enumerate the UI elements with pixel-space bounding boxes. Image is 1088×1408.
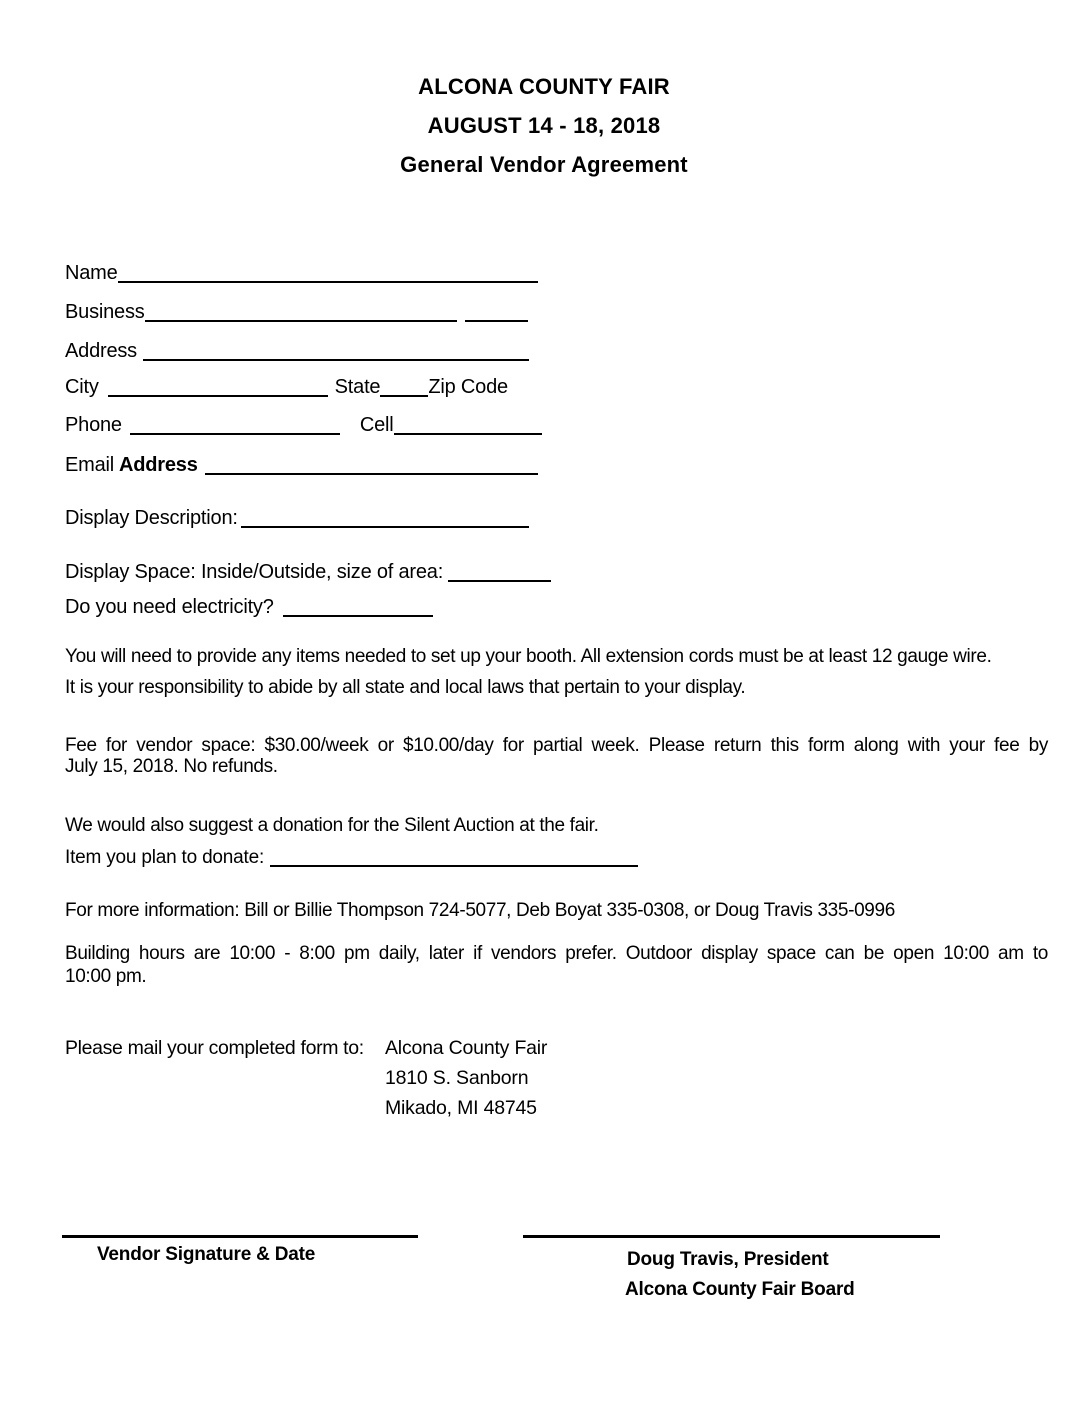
mailing-address-line: Mikado, MI 48745 [385, 1097, 537, 1119]
donate-item-row [65, 845, 638, 868]
building-hours-paragraph [65, 942, 1048, 988]
fair-board-label: Alcona County Fair Board [625, 1279, 855, 1300]
name-field-row [65, 261, 538, 283]
business-field-row [65, 300, 528, 322]
vendor-signature-label: Vendor Signature & Date [97, 1244, 316, 1265]
silent-auction-text: We would also suggest a donation for the Silent Auction at the fair. [65, 815, 599, 836]
display-space-label: Display Space: Inside/Outside, size of area: [65, 561, 444, 583]
document-title: ALCONA COUNTY FAIR [418, 74, 670, 99]
business-blank-line-2 [465, 300, 528, 322]
president-name-label: Doug Travis, President [627, 1249, 829, 1270]
email-blank-line [205, 453, 538, 475]
setup-paragraph-line: You will need to provide any items needed to set up your booth. All extension cords must be at least 12 gauge wire. [65, 646, 992, 667]
business-label: Business [65, 301, 145, 323]
phone-blank-line [130, 413, 340, 435]
name-blank-line [118, 261, 538, 283]
electricity-blank-line [283, 595, 433, 617]
name-label: Name [65, 262, 118, 284]
cell-blank-line [394, 413, 542, 435]
mailing-address-line: Alcona County Fair [385, 1037, 548, 1059]
donate-item-label: Item you plan to donate: [65, 847, 265, 868]
state-blank-line [380, 375, 428, 397]
display-description-label: Display Description: [65, 507, 238, 529]
donate-item-blank-line [270, 845, 638, 867]
electricity-row [65, 595, 433, 617]
mailing-address-line: 1810 S. Sanborn [385, 1067, 529, 1089]
setup-paragraph [65, 641, 1048, 703]
fee-paragraph-line: July 15, 2018. No refunds. [65, 756, 278, 777]
document-dates: AUGUST 14 - 18, 2018 [427, 113, 661, 138]
phone-label: Phone [65, 414, 122, 436]
email-label-bold: Address [119, 454, 198, 476]
address-field-row [65, 339, 529, 361]
state-label: State [334, 376, 381, 398]
document-subtitle: General Vendor Agreement [400, 152, 688, 177]
document-header [0, 76, 1088, 176]
zip-code-label: Zip Code [428, 376, 508, 398]
phone-cell-row [65, 413, 542, 435]
cell-label: Cell [359, 414, 394, 436]
city-label: City [65, 376, 99, 398]
mailing-address-block [385, 1033, 547, 1123]
business-blank-line [145, 300, 457, 322]
display-description-blank-line [241, 506, 529, 528]
email-field-row [65, 453, 538, 475]
address-blank-line [143, 339, 529, 361]
vendor-signature-line [62, 1235, 418, 1238]
city-blank-line [108, 375, 328, 397]
display-space-blank-line [448, 560, 551, 582]
fee-paragraph-line: Fee for vendor space: $30.00/week or $10.00/day for partial week. Please return this form along with your fee by [65, 735, 1048, 756]
more-info-text: For more information: Bill or Billie Thompson 724-5077, Deb Boyat 335-0308, or Doug Travis 335-0996 [65, 900, 895, 921]
address-label: Address [65, 340, 137, 362]
city-state-zip-row [65, 375, 508, 397]
building-hours-line: Building hours are 10:00 - 8:00 pm daily, later if vendors prefer. Outdoor display space can be open 10:00 am to [65, 943, 1048, 964]
display-description-row [65, 506, 529, 528]
president-signature-line [523, 1235, 940, 1238]
mail-intro-text: Please mail your completed form to: [65, 1037, 364, 1059]
display-space-row [65, 560, 551, 582]
building-hours-line: 10:00 pm. [65, 966, 147, 987]
electricity-label: Do you need electricity? [65, 596, 274, 618]
email-label: Email [65, 454, 115, 476]
fee-paragraph [65, 735, 1048, 777]
setup-paragraph-line: It is your responsibility to abide by all state and local laws that pertain to your display. [65, 677, 746, 698]
